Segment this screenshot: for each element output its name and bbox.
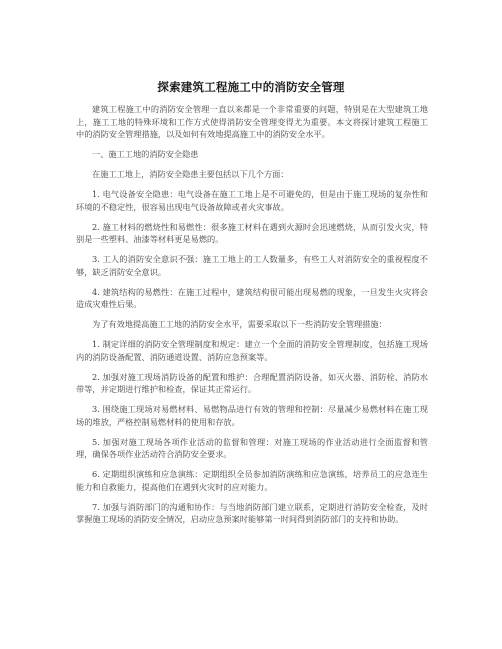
document-body	[76, 103, 428, 533]
measure-item: 3. 围绕施工现场对易燃材料、易燃物品进行有效的管理和控制：尽量减少易燃材料在施工现场的堆放，严格控制易燃材料的使用和存放。	[76, 404, 428, 427]
hazard-item: 4. 建筑结构的易燃性：在施工过程中，建筑结构很可能出现易燃的现象，一旦发生火灾将会造成灾难性后果。	[76, 286, 428, 309]
measure-item: 5. 加强对施工现场各项作业活动的监督和管理：对施工现场的作业活动进行全面监督和管理，确保各项作业活动符合消防安全要求。	[76, 436, 428, 459]
measure-item: 1. 制定详细的消防安全管理制度和规定：建立一个全面的消防安全管理制度，包括施工现场内的消防设备配置、消防通道设置、消防应急预案等。	[76, 339, 428, 362]
measure-item: 7. 加强与消防部门的沟通和协作：与当地消防部门建立联系，定期进行消防安全检查，及时掌握施工现场的消防安全情况，启动应急预案时能够第一时间得到消防部门的支持和协助。	[76, 501, 428, 524]
document-title: 探索建筑工程施工中的消防安全管理	[157, 80, 345, 94]
section-heading: 一、施工工地的消防安全隐患	[92, 149, 199, 159]
measure-item: 6. 定期组织演练和应急演练：定期组织全员参加消防演练和应急演练，培养员工的应急连生能力和自救能力，提高他们在遇到火灾时的应对能力。	[76, 469, 428, 492]
hazard-item: 1. 电气设备安全隐患：电气设备在施工工地上是不可避免的，但是由于施工现场的复杂性和环境的不稳定性，很容易出现电气设备故障或者火灾事故。	[76, 189, 428, 212]
section-lead: 在施工工地上，消防安全隐患主要包括以下几个方面：	[92, 169, 289, 179]
intro-paragraph: 建筑工程施工中的消防安全管理一直以来都是一个非常重要的问题，特别是在大型建筑工地上，施工工地的特殊环境和工作方式使得消防安全管理变得尤为重要。本文将探讨建筑工程施工中的消防安全管理措施，以及如何有效地提高施工中的消防安全水平。	[76, 104, 428, 139]
hazard-item: 2. 施工材料的燃烧性和易燃性：很多施工材料在遇到火源时会迅速燃烧，从而引发火灾，特别是一些塑料、油漆等材料更是易燃的。	[76, 221, 428, 244]
measures-lead: 为了有效地提高施工工地的消防安全水平，需要采取以下一些消防安全管理措施：	[92, 319, 387, 329]
measure-item: 2. 加强对施工现场消防设备的配置和维护：合理配置消防设备，如灭火器、消防栓、消防水带等，并定期进行维护和检查，保证其正常运行。	[76, 371, 428, 394]
hazard-item: 3. 工人的消防安全意识不强：施工工地上的工人数量多，有些工人对消防安全的重视程度不够，缺乏消防安全意识。	[76, 254, 428, 277]
